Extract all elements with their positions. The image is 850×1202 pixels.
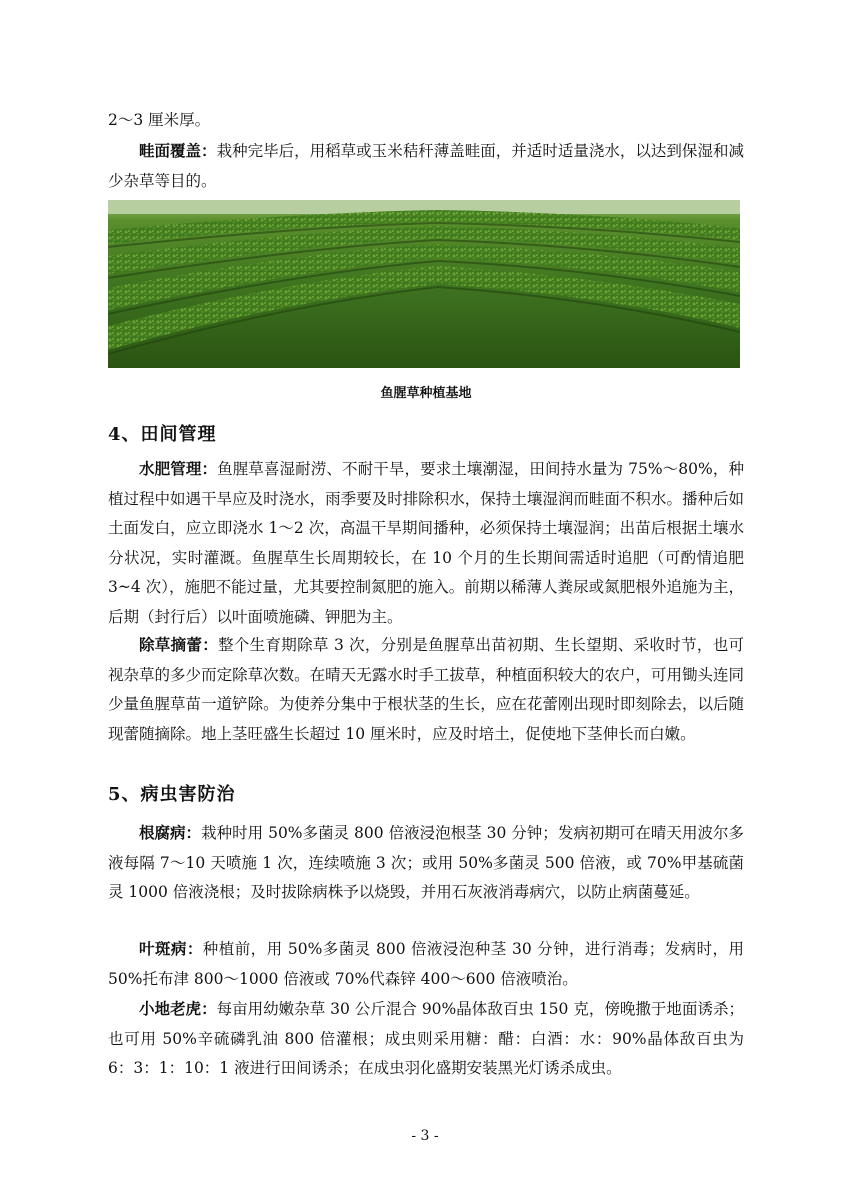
- paragraph-lead: 畦面覆盖：: [139, 141, 217, 160]
- field-photo: [108, 200, 740, 368]
- section-heading-pest-control: 5、病虫害防治: [108, 784, 236, 805]
- paragraph-text: 2～3 厘米厚。: [108, 111, 211, 129]
- paragraph-lead: 根腐病：: [139, 823, 202, 842]
- paragraph-weeding: [108, 630, 744, 749]
- paragraph-text: 整个生育期除草 3 次，分别是鱼腥草出苗初期、生长望期、采收时节，也可视杂草的多少而定除草次数。在晴天无露水时手工拔草，种植面积较大的农户，可用锄头连同少量鱼腥草苗一道铲除。为使养分集中于根状茎的生长，应在花蕾刚出现时即刻除去，以后随现蕾随摘除。地上茎旺盛生长超过 10 厘米时，应及时培土，促使地下茎伸长而白嫩。: [108, 636, 744, 743]
- paragraph-text: 鱼腥草喜湿耐涝、不耐干旱，要求土壤潮湿，田间持水量为 75%～80%，种植过程中如遇干旱应及时浇水，雨季要及时排除积水，保持土壤湿润而畦面不积水。播种后如土面发白，应立即浇水 1～2 次，高温干旱期间播种，必须保持土壤湿润；出苗后根据土壤水分状况，实时灌溉。鱼腥草生长周期较长，在 10 个月的生长期间需适时追肥（可酌情追肥 3~4 次），施肥不能过量，尤其要控制氮肥的施入。前期以稀薄人粪尿或氮肥根外追施为主，后期（封行后）以叶面喷施磷、钾肥为主。: [108, 460, 744, 626]
- paragraph-leaf-spot: [108, 934, 744, 994]
- paragraph-continuation: [108, 106, 744, 136]
- paragraph-text: 种植前，用 50%多菌灵 800 倍液浸泡种茎 30 分钟，进行消毒；发病时，用 50%托布津 800～1000 倍液或 70%代森锌 400～600 倍液喷治。: [108, 940, 744, 988]
- paragraph-cutworm: [108, 994, 744, 1084]
- paragraph-text: 栽种时用 50%多菌灵 800 倍液浸泡根茎 30 分钟；发病初期可在晴天用波尔多液每隔 7～10 天喷施 1 次，连续喷施 3 次；或用 50%多菌灵 500 倍液，或 70%甲基硫菌灵 1000 倍液浇根；及时拔除病株予以烧毁，并用石灰液消毒病穴，以防止病菌蔓延。: [108, 824, 744, 901]
- paragraph-water-fertilizer: [108, 454, 744, 632]
- paragraph-mulching: [108, 136, 744, 196]
- crop-rows-image: [108, 200, 740, 368]
- paragraph-text: 每亩用幼嫩杂草 30 公斤混合 90%晶体敌百虫 150 克，傍晚撒于地面诱杀；也可用 50%辛硫磷乳油 800 倍灌根；成虫则采用糖：醋：白酒：水：90%晶体敌百虫为 6：3：1：10：1 液进行田间诱杀；在成虫羽化盛期安装黑光灯诱杀成虫。: [108, 1000, 744, 1077]
- paragraph-lead: 除草摘蕾：: [139, 635, 219, 654]
- figure-caption: 鱼腥草种植基地: [380, 386, 472, 401]
- paragraph-lead: 水肥管理：: [139, 459, 218, 478]
- paragraph-root-rot: [108, 818, 744, 908]
- paragraph-lead: 小地老虎：: [139, 999, 217, 1018]
- paragraph-lead: 叶斑病：: [139, 939, 203, 958]
- paragraph-text: 栽种完毕后，用稻草或玉米秸秆薄盖畦面，并适时适量浇水，以达到保湿和减少杂草等目的。: [108, 142, 744, 190]
- section-heading-field-management: 4、田间管理: [108, 424, 217, 445]
- page-number: - 3 -: [411, 1128, 439, 1144]
